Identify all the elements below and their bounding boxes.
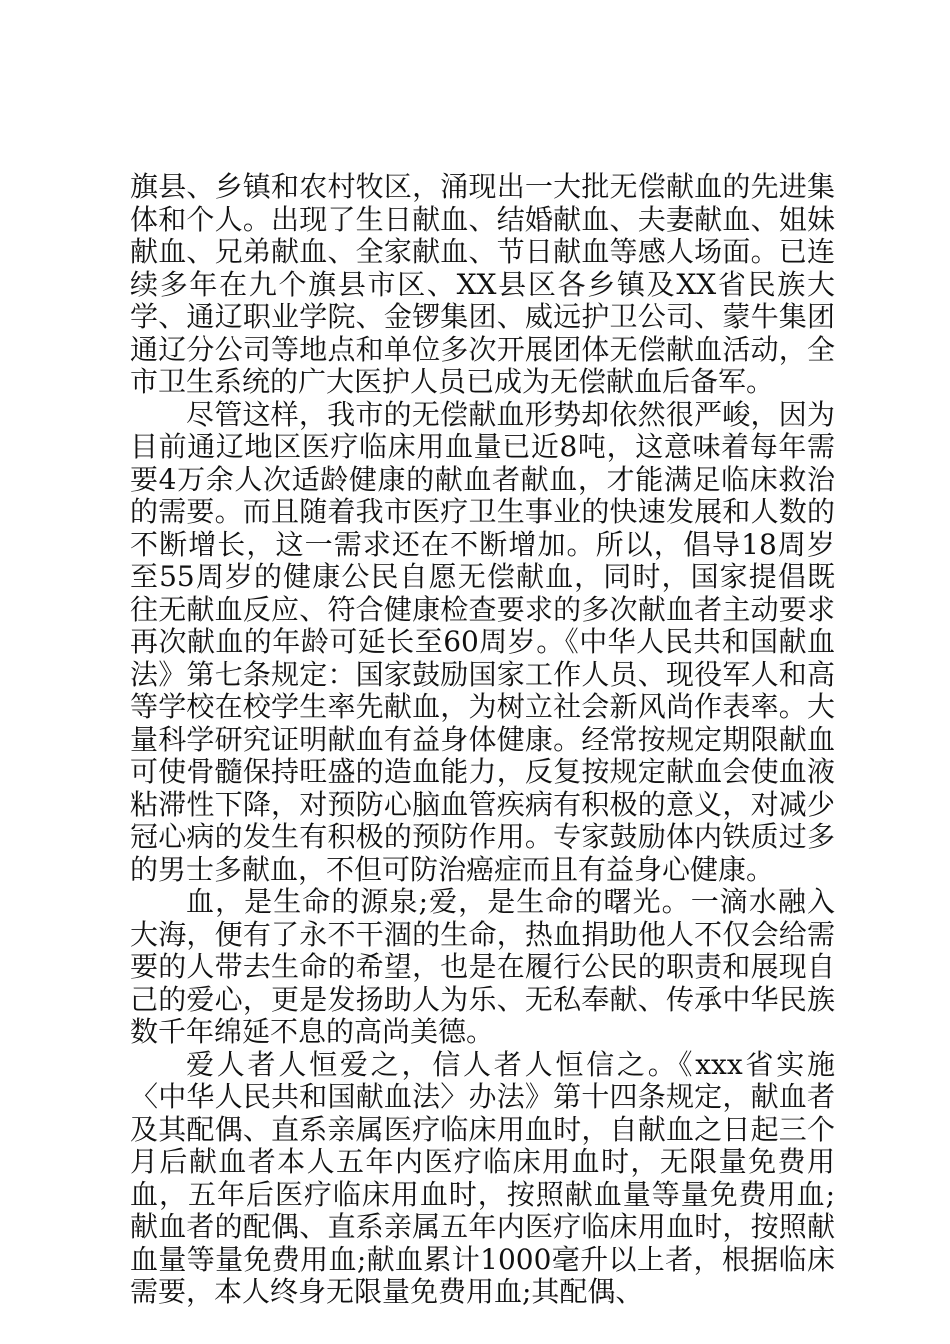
paragraph-3: 血，是生命的源泉;爱，是生命的曙光。一滴水融入大海，便有了永不干涸的生命，热血捐助他人不仅会给需要的人带去生命的希望，也是在履行公民的职责和展现自己的爱心，更是发扬助人为乐、无私奉献、传承中华民族数千年绵延不息的高尚美德。 [130, 885, 835, 1048]
paragraph-2: 尽管这样，我市的无偿献血形势却依然很严峻，因为目前通辽地区医疗临床用血量已近8吨，这意味着每年需要4万余人次适龄健康的献血者献血，才能满足临床救治的需要。而且随着我市医疗卫生事业的快速发展和人数的不断增长，这一需求还在不断增加。所以，倡导18周岁至55周岁的健康公民自愿无偿献血，同时，国家提倡既往无献血反应、符合健康检查要求的多次献血者主动要求再次献血的年龄可延长至60周岁。《中华人民共和国献血法》第七条规定：国家鼓励国家工作人员、现役军人和高等学校在校学生率先献血，为树立社会新风尚作表率。大量科学研究证明献血有益身体健康。经常按规定期限献血可使骨髓保持旺盛的造血能力，反复按规定献血会使血液粘滞性下降，对预防心脑血管疾病有积极的意义，对减少冠心病的发生有积极的预防作用。专家鼓励体内铁质过多的男士多献血，不但可防治癌症而且有益身心健康。 [130, 397, 835, 886]
paragraph-1: 旗县、乡镇和农村牧区，涌现出一大批无偿献血的先进集体和个人。出现了生日献血、结婚献血、夫妻献血、姐妹献血、兄弟献血、全家献血、节日献血等感人场面。已连续多年在九个旗县市区、XX县区各乡镇及XX省民族大学、通辽职业学院、金锣集团、威远护卫公司、蒙牛集团通辽分公司等地点和单位多次开展团体无偿献血活动，全市卫生系统的广大医护人员已成为无偿献血后备军。 [130, 170, 835, 398]
paragraph-4: 爱人者人恒爱之，信人者人恒信之。《xxx省实施〈中华人民共和国献血法〉办法》第十四条规定，献血者及其配偶、直系亲属医疗临床用血时，自献血之日起三个月后献血者本人五年内医疗临床用血时，无限量免费用血，五年后医疗临床用血时，按照献血量等量免费用血;献血者的配偶、直系亲属五年内医疗临床用血时，按照献血量等量免费用血;献血累计1000毫升以上者，根据临床需要，本人终身无限量免费用血;其配偶、 [130, 1047, 835, 1308]
document-body [130, 171, 835, 1309]
